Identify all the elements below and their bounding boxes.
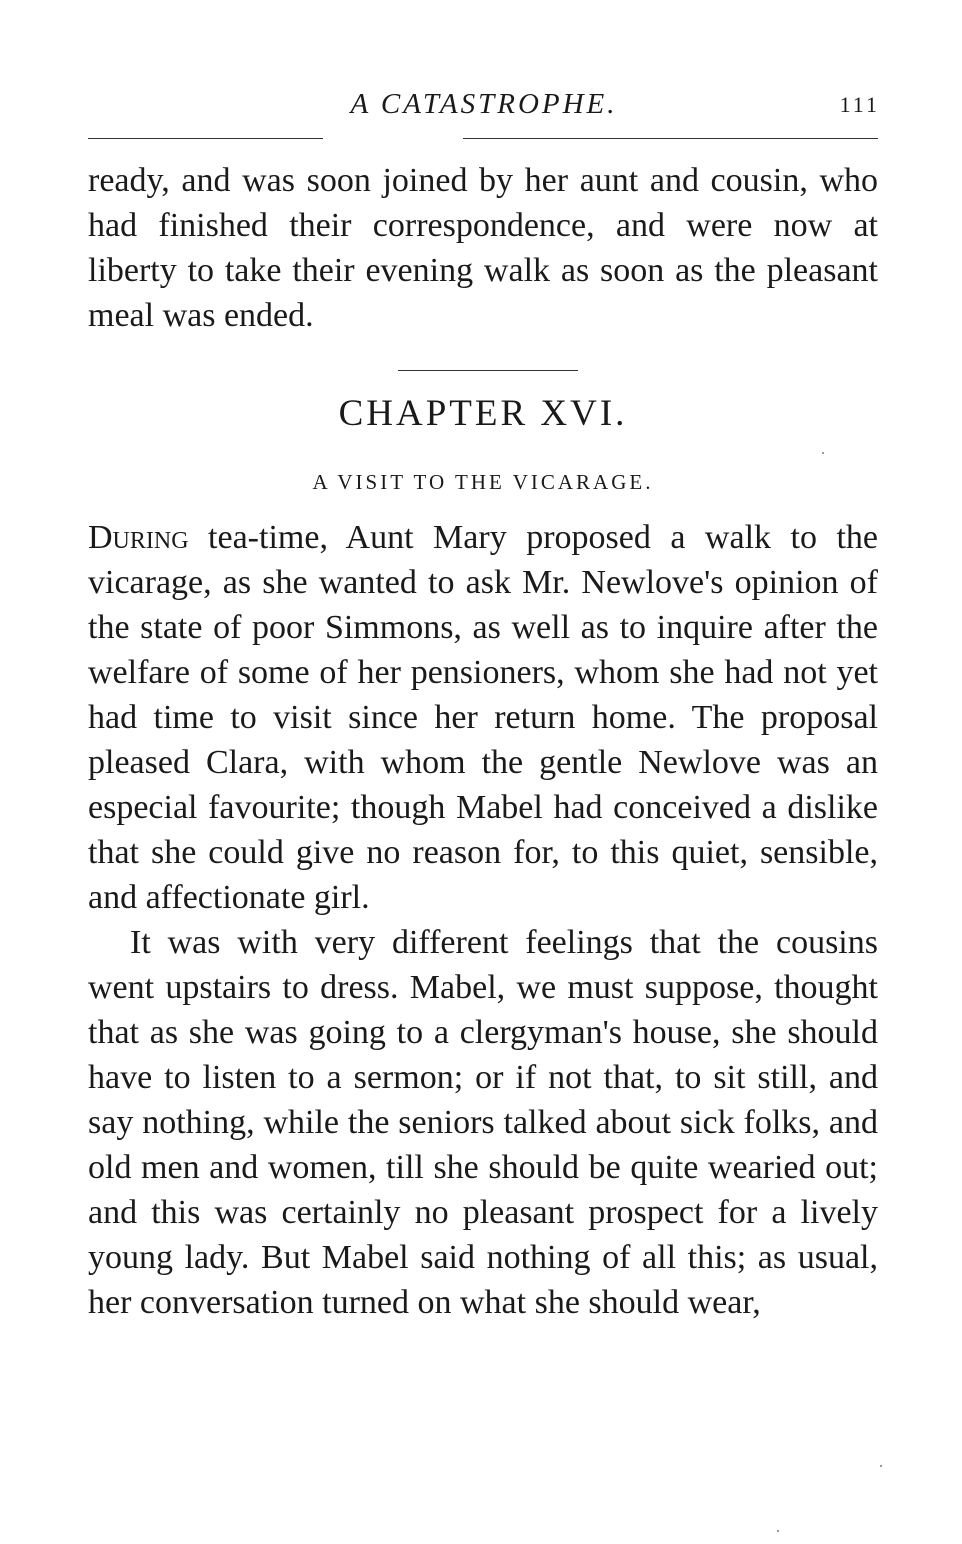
header-rule-gap [323,136,463,141]
chapter-subtitle: A VISIT TO THE VICARAGE. [312,470,654,494]
chapter-paragraph-1-text: tea-time, Aunt Mary proposed a walk to the vicarage, as she wanted to ask Mr. Newlove's opinion of the state of poor Simmons, as well as to inquire after the welfare of some of her pensioners, whom she had not yet had time to visit since her return home. The proposal pleased Clara, with whom the gentle Newlove was an especial favourite; though Mabel had conceived a dislike that she could give no reason for, to this quiet, sensible, and affectionate girl. [88,519,878,916]
chapter-paragraph-2: It was with very different feelings that the cousins went upstairs to dress. Mabel, we must suppose, thought that as she was going to a clergyman's house, she should have to listen to a sermon; or if not that, to sit still, and say nothing, while the seniors talked about sick folks, and old men and women, till she should be quite wearied out; and this was certainly no pleasant prospect for a lively young lady. But Mabel said nothing of all this; as usual, her conversation turned on what she should wear, [88,924,878,1321]
chapter-paragraph-1 [88,515,878,920]
print-speck [880,1465,882,1467]
continued-paragraph-text: ready, and was soon joined by her aunt and cousin, who had finished their correspondence, and were now at liberty to take their evening walk as soon as the pleasant meal was ended. [88,162,878,334]
running-title: A CATASTROPHE. [350,88,618,120]
chapter-title: CHAPTER XVI. [338,393,628,434]
print-speck [822,452,824,454]
section-divider [398,370,578,371]
page-number: 111 [839,92,880,117]
running-head [88,88,880,128]
opening-word: During [88,519,189,556]
continued-paragraph [88,158,878,338]
chapter-body [88,515,878,1325]
header-rule [88,138,878,139]
print-speck [777,1530,779,1532]
